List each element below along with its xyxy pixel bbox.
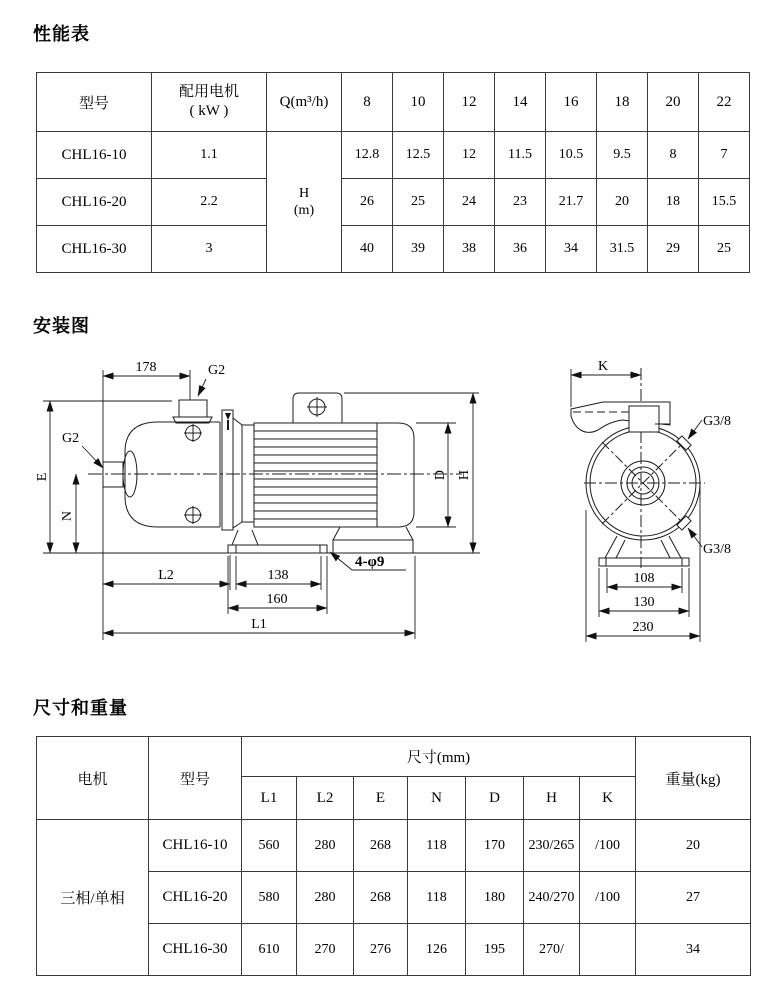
flow-header: Q(m³/h) — [267, 73, 342, 132]
flow-value-header: 14 — [495, 73, 546, 132]
head-cell: 15.5 — [699, 179, 750, 226]
head-cell: 36 — [495, 226, 546, 273]
leader-G2-top — [198, 379, 206, 396]
dim-230 — [586, 485, 700, 642]
motor-power-header-line1: 配用电机 — [178, 84, 239, 101]
dim-cell: 270/ — [524, 924, 580, 976]
flow-value-header: 12 — [444, 73, 495, 132]
dim-cell: 276 — [354, 924, 408, 976]
weight-cell: 34 — [636, 924, 751, 976]
performance-section-title: 性能表 — [33, 24, 90, 44]
size-col-header: K — [580, 777, 636, 820]
size-col-header: D — [466, 777, 524, 820]
dimensions-table — [36, 736, 751, 976]
dim-L1-label: L1 — [251, 617, 267, 632]
performance-row — [37, 179, 750, 226]
head-cell: 24 — [444, 179, 495, 226]
size-group-header: 尺寸(mm) — [242, 737, 636, 777]
lifting-lug-icon — [293, 393, 342, 423]
flow-value-header: 18 — [597, 73, 648, 132]
dim-178-label: 178 — [135, 360, 157, 375]
head-cell: 29 — [648, 226, 699, 273]
power-cell: 3 — [152, 226, 267, 273]
head-cell: 25 — [699, 226, 750, 273]
model-cell: CHL16-20 — [149, 872, 242, 924]
head-cell: 12 — [444, 132, 495, 179]
dimensions-row — [37, 820, 751, 872]
plug-top-label: G3/8 — [703, 414, 731, 429]
performance-row — [37, 132, 750, 179]
dim-130-label: 130 — [633, 595, 655, 610]
dim-160-label: 160 — [266, 592, 288, 607]
dim-E-label: E — [35, 472, 50, 482]
dim-cell: 268 — [354, 872, 408, 924]
head-cell: 9.5 — [597, 132, 648, 179]
motor-foot — [333, 527, 413, 553]
diag-centerline-2 — [602, 442, 686, 526]
installation-section-title: 安装图 — [33, 316, 90, 336]
dimensions-section-title: 尺寸和重量 — [33, 698, 128, 718]
head-cell: 31.5 — [597, 226, 648, 273]
model-header: 型号 — [149, 737, 242, 820]
dim-cell: 280 — [297, 872, 354, 924]
dim-cell: 280 — [297, 820, 354, 872]
flow-value-header: 20 — [648, 73, 699, 132]
motor-power-header-line2: ( kW ) — [189, 103, 229, 119]
power-cell: 1.1 — [152, 132, 267, 179]
dim-cell: 268 — [354, 820, 408, 872]
weight-cell: 27 — [636, 872, 751, 924]
dim-cell: 170 — [466, 820, 524, 872]
head-cell: 21.7 — [546, 179, 597, 226]
dim-cell: 180 — [466, 872, 524, 924]
power-cell: 2.2 — [152, 179, 267, 226]
dim-cell — [580, 924, 636, 976]
dim-178 — [103, 370, 190, 640]
lantern-bracket — [222, 410, 242, 530]
dim-K — [571, 369, 641, 407]
port-suction-label: G2 — [62, 431, 80, 446]
leader-plug-top — [688, 420, 702, 439]
model-cell: CHL16-10 — [37, 132, 152, 179]
diag-centerline-1 — [602, 440, 686, 524]
dim-cell: /100 — [580, 820, 636, 872]
dim-D-label: D — [433, 469, 448, 481]
head-cell: 7 — [699, 132, 750, 179]
end-view-feet — [599, 536, 689, 566]
size-col-header: E — [354, 777, 408, 820]
performance-header-row — [37, 73, 750, 132]
performance-row — [37, 226, 750, 273]
flow-value-header: 22 — [699, 73, 750, 132]
head-cell: 18 — [648, 179, 699, 226]
dim-cell: 126 — [408, 924, 466, 976]
port-top-label: G2 — [208, 363, 226, 378]
dimensions-header-row-1 — [37, 737, 751, 777]
head-cell: 10.5 — [546, 132, 597, 179]
head-cell: 20 — [597, 179, 648, 226]
flow-value-header: 10 — [393, 73, 444, 132]
head-cell: 12.8 — [342, 132, 393, 179]
leader-G2-left — [82, 446, 103, 468]
head-unit-cell: H (m) — [267, 132, 342, 273]
pump-side-view — [43, 370, 480, 640]
model-header: 型号 — [37, 73, 152, 132]
dim-cell: 195 — [466, 924, 524, 976]
dim-cell: 560 — [242, 820, 297, 872]
model-cell: CHL16-30 — [149, 924, 242, 976]
dim-138-label: 138 — [267, 568, 289, 583]
head-cell: 23 — [495, 179, 546, 226]
flow-value-header: 16 — [546, 73, 597, 132]
dim-cell: 230/265 — [524, 820, 580, 872]
dim-cell: 270 — [297, 924, 354, 976]
dim-E — [43, 401, 172, 553]
head-cell: 34 — [546, 226, 597, 273]
head-cell: 25 — [393, 179, 444, 226]
discharge-port — [179, 400, 207, 417]
plug-bottom-label: G3/8 — [703, 542, 731, 557]
dim-H-label: H — [457, 469, 472, 481]
dim-cell: 580 — [242, 872, 297, 924]
dim-cell: 118 — [408, 872, 466, 924]
performance-table — [36, 72, 750, 273]
flow-value-header: 8 — [342, 73, 393, 132]
dim-108-label: 108 — [633, 571, 655, 586]
head-cell: 11.5 — [495, 132, 546, 179]
model-cell: CHL16-20 — [37, 179, 152, 226]
weight-cell: 20 — [636, 820, 751, 872]
dim-cell: 610 — [242, 924, 297, 976]
head-cell: 39 — [393, 226, 444, 273]
weight-header: 重量(kg) — [636, 737, 751, 820]
dim-K-label: K — [597, 359, 609, 374]
dim-cell: 118 — [408, 820, 466, 872]
installation-diagram — [0, 350, 780, 685]
size-col-header: L1 — [242, 777, 297, 820]
dim-cell: /100 — [580, 872, 636, 924]
dim-cell: 240/270 — [524, 872, 580, 924]
head-cell: 38 — [444, 226, 495, 273]
size-col-header: H — [524, 777, 580, 820]
plug-bottom-icon — [677, 516, 691, 530]
dim-L2-label: L2 — [158, 568, 174, 583]
size-col-header: L2 — [297, 777, 354, 820]
size-col-header: N — [408, 777, 466, 820]
motor-type-cell: 三相/单相 — [37, 820, 149, 976]
dim-N-label: N — [60, 510, 75, 522]
head-cell: 8 — [648, 132, 699, 179]
motor-body — [254, 423, 414, 527]
motor-power-header — [152, 73, 267, 132]
model-cell: CHL16-10 — [149, 820, 242, 872]
mount-holes-label: 4-φ9 — [355, 554, 385, 570]
discharge-spout — [571, 402, 670, 432]
head-cell: 26 — [342, 179, 393, 226]
motor-header: 电机 — [37, 737, 149, 820]
head-cell: 12.5 — [393, 132, 444, 179]
head-cell: 40 — [342, 226, 393, 273]
model-cell: CHL16-30 — [37, 226, 152, 273]
dim-230-label: 230 — [632, 620, 654, 635]
pump-base-plate — [228, 530, 327, 553]
